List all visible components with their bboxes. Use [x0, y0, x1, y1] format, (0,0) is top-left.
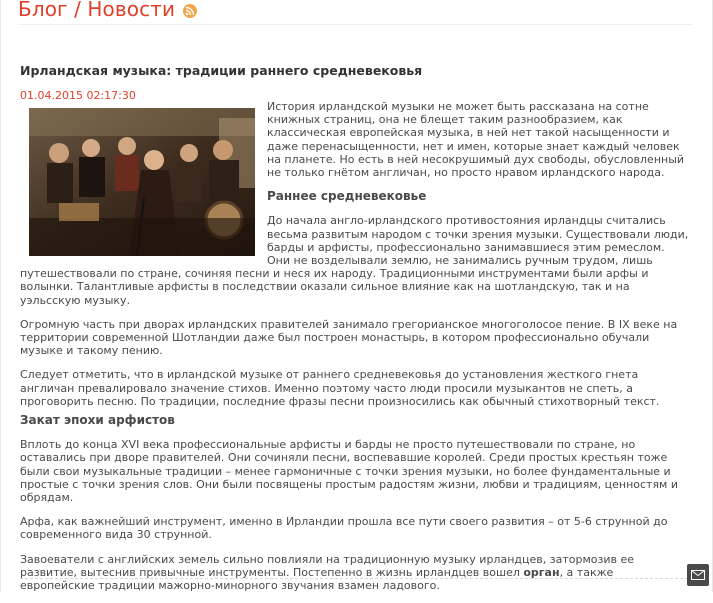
mail-icon [691, 570, 705, 580]
article-paragraph: Арфа, как важнейший инструмент, именно в Ирландии прошла все пути своего развития – от 5-6 струнной до современного вида 30 струнной. [20, 515, 668, 542]
article-photo [29, 108, 255, 256]
bottom-divider [20, 578, 693, 579]
article-date: 01.04.2015 02:17:30 [20, 89, 136, 102]
blog-header [18, 0, 197, 24]
article-paragraph: История ирландской музыки не может быть рассказана на сотне книжных страниц, она не блещет таким разнообразием, как классическая европейская музыка, в ней нет такой насыщенности и даже перенасыщенности, нет и имен, которые знает каждый человек на планете. Но есть в ней несокрушимый дух свободы, обусловленный не только гнётом англичан, но просто нравом ирландского народа. [267, 100, 685, 180]
rss-icon[interactable] [183, 4, 197, 18]
article-paragraph: Следует отметить, что в ирландской музыке от раннего средневековья до установления жесткого гнета англичан превалировало значение стихов. Именно поэтому часто люди просили музыкантов не спеть, а проговорить песню. По традиции, последние фразы песни произносились как обычный стихотворный текст. [20, 368, 660, 408]
paragraph-text: , а также европейские традиции мажорно-минорного звучания взамен ладового. [20, 565, 614, 593]
page-title[interactable]: Блог / Новости [18, 0, 176, 21]
header-divider [18, 24, 693, 25]
article-paragraph: Вплоть до конца XVI века профессиональные арфисты и барды не просто путешествовали по стране, но оставались при дворе правителей. Они сочиняли песни, воспевавшие королей. Среди простых крестьян тоже были свои музыкальные традиции – менее гармоничные с точки зрения музыки, но более фундаментальные и простые с точки зрения слов. Они были посвящены простым радостям жизни, любви и традициям, ценностям и обрядам. [20, 438, 679, 505]
mail-button[interactable] [687, 564, 709, 586]
bold-term: орган [523, 565, 560, 579]
article-title[interactable]: Ирландская музыка: традиции раннего средневековья [20, 63, 423, 78]
article-paragraph [20, 553, 690, 593]
section-heading: Раннее средневековье [267, 189, 427, 204]
article-paragraph: До начала англо-ирландского противостояния ирландцы считались весьма развитым народом с точки зрения музыки. Существовали люди, барды и арфисты, профессионально занимавшиеся этим ремеслом. Они не возделывали землю, не занимались ручным трудом, лишь путешествовали по стране, сочиняя песни и неся их народу. Традиционными инструментами были арфы и волынки. Талантливые арфисты в последствии оказали сильное влияние как на шотландскую, так и на уэльсскую музыку. [20, 214, 689, 307]
section-heading: Закат эпохи арфистов [20, 413, 175, 428]
article-paragraph: Огромную часть при дворах ирландских правителей занимало грегорианское многоголосое пение. В IX веке на территории современной Шотландии даже был построен монастырь, в котором профессионально обучали музыке и такому пению. [20, 317, 678, 358]
article-body [20, 100, 690, 603]
paragraph-text: Завоеватели с английских земель сильно повлияли на традиционную музыку ирландцев, затормозив ее развитие, вытеснив привычные инструменты. Постепенно в жизнь ирландцев вошел [20, 552, 634, 579]
